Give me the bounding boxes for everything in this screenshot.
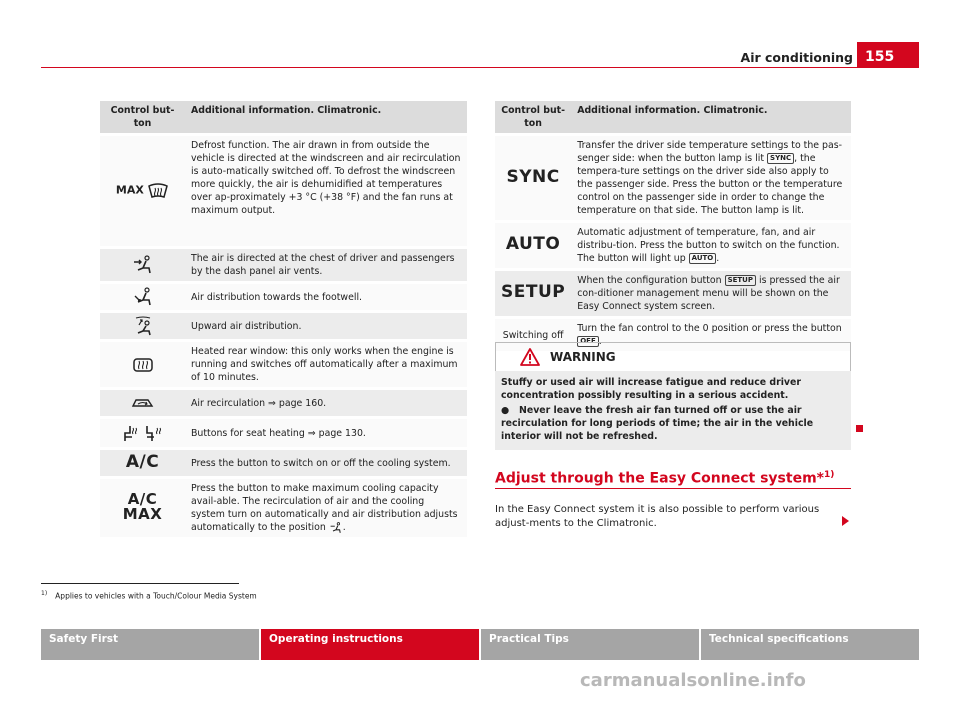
section-end-icon	[856, 425, 863, 432]
footer-tab-operating-instructions[interactable]: Operating instructions	[261, 629, 479, 660]
warning-title: WARNING	[550, 350, 616, 364]
row-text: is pressed the air con-ditioner management menu will be shown on the Easy Connect system screen.	[577, 275, 840, 312]
row-text: Buttons for seat heating ⇒ page 130.	[185, 419, 467, 447]
row-text: , the tempera-ture settings on the driver side also apply to the passenger side. Press the button or the temperature control on the passenger side in order to change the temperature on that side. The button lamp is lit.	[577, 153, 843, 216]
seat-heating-icon	[121, 423, 165, 443]
off-button-icon: OFF	[577, 336, 599, 347]
row-text: Air recirculation ⇒ page 160.	[185, 390, 467, 416]
row-text: The air is directed at the chest of driver and passengers by the dash panel air vents.	[185, 249, 467, 281]
row-text: .	[598, 336, 602, 347]
table-row	[100, 249, 467, 281]
section-title-footnote-ref: 1)	[823, 470, 835, 480]
footnote-marker: 1)	[41, 590, 48, 597]
left-control-table	[100, 98, 467, 540]
footer-tab-technical-specifications[interactable]: Technical specifications	[701, 629, 919, 660]
footwell-airflow-icon	[132, 287, 154, 307]
footer-tab-practical-tips[interactable]: Practical Tips	[481, 629, 699, 660]
auto-button-icon: AUTO	[689, 253, 717, 264]
table-row: A/C MAX Press the button to make maximum cooling capacity avail-able. The recirculation of air and the cooling system turn on automatically and air distribution adjusts automatically to the position .	[100, 479, 467, 537]
warning-line-2: Never leave the fresh air fan turned off or use the air recirculation for long periods of time; the air in the vehicle interior will not be refreshed.	[501, 405, 814, 442]
table-row	[100, 450, 467, 476]
row-text: Upward air distribution.	[185, 313, 467, 339]
table-row	[100, 342, 467, 387]
auto-label: AUTO	[505, 234, 561, 254]
right-control-table	[495, 98, 851, 354]
row-text: Heated rear window: this only works when the engine is running and switches off automatically after a maximum of 10 minutes.	[185, 342, 467, 387]
switching-off-label: Switching off	[502, 329, 564, 341]
page-number: 155	[857, 42, 919, 68]
row-text: Automatic adjustment of temperature, fan, and air distribu-tion. Press the button to switch on the function. The button will light up	[577, 227, 840, 264]
table-row	[100, 419, 467, 447]
ac-label: A/C	[125, 451, 160, 472]
row-text: Defrost function. The air drawn in from outside the vehicle is directed at the windscreen and air recirculation is auto-matically switched off. To defrost the windscreen more quickly, the air is dehumidified at temperatures over ap-proximately +3 °C (+38 °F) and the fan runs at maximum output.	[185, 136, 467, 246]
rear-window-heater-icon	[132, 357, 154, 373]
row-text: Press the button to make maximum cooling capacity avail-able. The recirculation of air and the cooling system turn on automatically and air distribution adjusts automatically to the position	[191, 483, 458, 533]
max-label: MAX	[115, 183, 144, 197]
warning-triangle-icon	[520, 348, 540, 366]
row-text: When the configuration button	[577, 275, 722, 286]
section-body: In the Easy Connect system it is also possible to perform various adjust-ments to the Climatronic.	[495, 504, 820, 529]
setup-button-icon: SETUP	[725, 275, 756, 286]
right-col2-header: Additional information. Climatronic.	[571, 101, 851, 133]
windscreen-max-icon	[147, 183, 169, 199]
recirculation-icon	[131, 396, 155, 410]
setup-label: SETUP	[501, 282, 566, 302]
right-col1-header: Control but- ton	[495, 101, 571, 133]
table-row	[495, 223, 851, 268]
footer-tab-safety-first[interactable]: Safety First	[41, 629, 259, 660]
header-rule	[41, 67, 857, 68]
warning-box	[495, 342, 851, 442]
header-title: Air conditioning	[740, 50, 853, 65]
table-row	[100, 390, 467, 416]
table-row	[495, 136, 851, 220]
sync-label: SYNC	[506, 166, 560, 187]
watermark: carmanualsonline.info	[580, 670, 806, 691]
footnote-rule	[41, 583, 239, 584]
row-text: Transfer the driver side temperature settings to the pas-senger side: when the button lamp is lit	[577, 140, 843, 164]
row-text: .	[716, 253, 720, 264]
table-row	[100, 136, 467, 246]
bullet-icon: ●	[501, 405, 519, 416]
upward-airflow-icon	[132, 316, 154, 336]
chest-footwell-airflow-icon	[329, 522, 343, 534]
sync-button-icon: SYNC	[767, 153, 794, 164]
footnote-text: Applies to vehicles with a Touch/Colour Media System	[55, 591, 257, 601]
continue-arrow-icon	[842, 516, 849, 526]
row-text: Press the button to switch on or off the cooling system.	[185, 450, 467, 476]
row-text: Turn the fan control to the 0 position or press the button	[577, 323, 842, 334]
left-col1-header: Control but- ton	[100, 101, 185, 133]
left-col2-header: Additional information. Climatronic.	[185, 101, 467, 133]
section-rule	[495, 488, 851, 489]
table-row	[100, 284, 467, 310]
ac-max-label: A/C MAX	[122, 490, 163, 523]
section-title: Adjust through the Easy Connect system*	[495, 470, 824, 487]
warning-line-1: Stuffy or used air will increase fatigue and reduce driver concentration possibly resulting in a serious accident.	[501, 377, 802, 401]
row-text: Air distribution towards the footwell.	[185, 284, 467, 310]
table-row	[100, 313, 467, 339]
footer-nav	[41, 629, 919, 660]
table-row	[495, 271, 851, 316]
chest-airflow-icon	[132, 255, 154, 275]
